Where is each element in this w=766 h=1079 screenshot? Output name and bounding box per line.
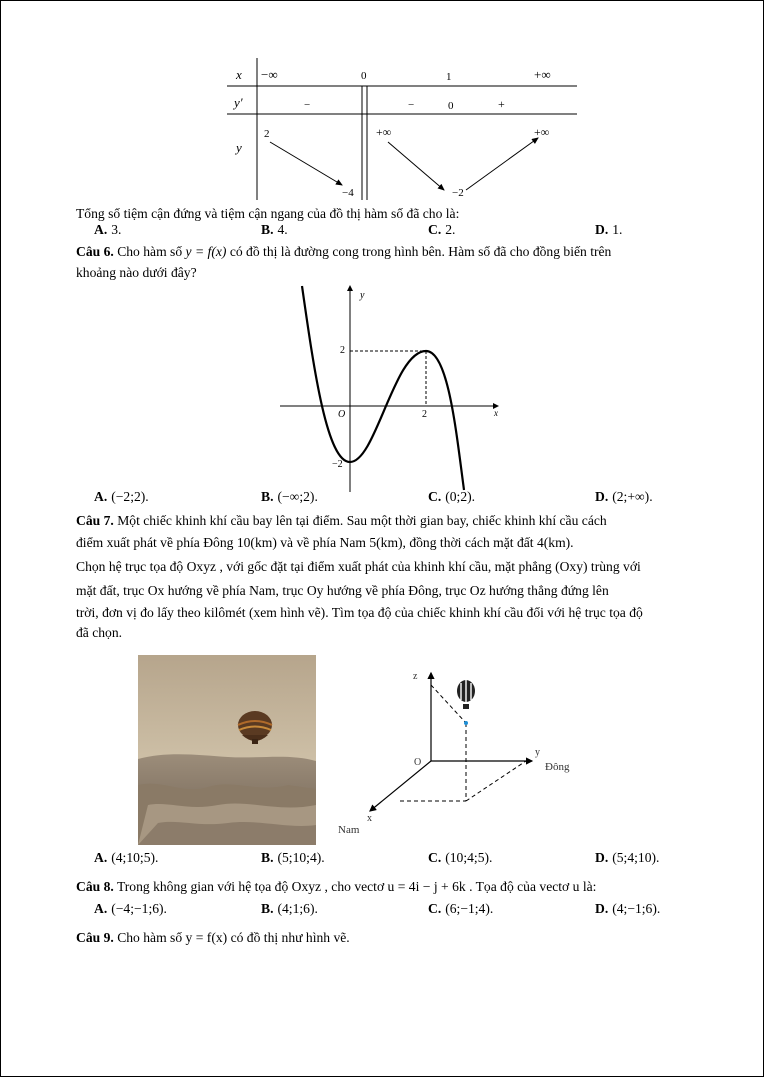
x-value: +∞ xyxy=(534,67,551,82)
q6-option-b: B. (−∞;2). xyxy=(261,489,318,504)
q9-line: Câu 9. Cho hàm số y = f(x) có đồ thị như hình vẽ. xyxy=(76,930,350,945)
q7-number: Câu 7. xyxy=(76,513,114,528)
q5-option-c: C. 2. xyxy=(428,222,456,237)
function-curve xyxy=(302,286,464,490)
q7-option-c: C. (10;4;5). xyxy=(428,850,493,865)
yp-sign: − xyxy=(304,99,311,111)
yp-row-label: y′ xyxy=(234,95,243,110)
x-label: x xyxy=(367,813,372,824)
balloon-icon xyxy=(457,680,475,709)
q6-option-a: A. (−2;2). xyxy=(94,489,149,504)
o-label: O xyxy=(414,757,422,768)
q5-option-a: A. 3. xyxy=(94,222,122,237)
q8-option-b: B. (4;1;6). xyxy=(261,901,318,916)
x-value: −∞ xyxy=(261,67,278,82)
q6-line2: khoảng nào dưới đây? xyxy=(76,265,197,280)
y-label: y xyxy=(535,747,540,758)
x-row-label: x xyxy=(236,67,242,82)
y-row-label: y xyxy=(236,140,242,155)
q6-number: Câu 6. xyxy=(76,244,114,259)
q8-line: Câu 8. Trong không gian với hệ tọa độ Oxyz , cho vectơ u = 4i − j + 6k . Tọa độ của vectơ u là: xyxy=(76,879,597,894)
q7-option-d: D. (5;4;10). xyxy=(595,850,660,865)
y-value: −4 xyxy=(342,187,354,199)
q8-option-d: D. (4;−1;6). xyxy=(595,901,661,916)
q5-option-b: B. 4. xyxy=(261,222,288,237)
q6-line1: Câu 6. Cho hàm số y = f(x) có đồ thị là đường cong trong hình bên. Hàm số đã cho đồng biến trên xyxy=(76,244,612,259)
east-label: Đông xyxy=(545,761,570,773)
q6-option-d: D. (2;+∞). xyxy=(595,489,653,504)
q8-option-a: A. (−4;−1;6). xyxy=(94,901,167,916)
y-value: −2 xyxy=(452,187,464,199)
yp-sign: − xyxy=(408,99,415,111)
q7-axis-diagram xyxy=(330,665,592,843)
origin-label: O xyxy=(338,409,346,420)
q7-line2: điểm xuất phát về phía Đông 10(km) và về phía Nam 5(km), đồng thời cách mặt đất 4(km). xyxy=(76,535,574,550)
x-value: 0 xyxy=(361,70,367,82)
y-axis-label: y xyxy=(360,290,365,301)
q6-function-graph xyxy=(272,280,512,492)
q7-line3: Chọn hệ trục tọa độ Oxyz , với gốc đặt tại điểm xuất phát của khinh khí cầu, mặt phẳng (Oxy) trùng với xyxy=(76,559,641,574)
q8-option-c: C. (6;−1;4). xyxy=(428,901,494,916)
south-label: Nam xyxy=(338,824,360,836)
x-axis-label: x xyxy=(494,408,498,418)
q9-number: Câu 9. xyxy=(76,930,114,945)
tick-y-minus-2: −2 xyxy=(332,459,343,470)
x-axis-3d xyxy=(370,761,431,811)
q6-formula: y = f(x) xyxy=(185,244,227,259)
tick-x-2: 2 xyxy=(422,409,427,420)
tick-y-2: 2 xyxy=(340,345,345,356)
hot-air-balloon-photo xyxy=(138,655,316,845)
yp-sign: + xyxy=(498,97,505,111)
q7-option-b: B. (5;10;4). xyxy=(261,850,325,865)
q5-option-d: D. 1. xyxy=(595,222,623,237)
q7-line5: trời, đơn vị đo lấy theo kilômét (xem hình vẽ). Tìm tọa độ của chiếc khinh khí cầu đối với hệ trục tọa độ xyxy=(76,605,643,620)
z-label: z xyxy=(413,671,418,682)
decrease-arrow xyxy=(270,142,342,185)
q5-text: Tổng số tiệm cận đứng và tiệm cận ngang của đồ thị hàm số đã cho là: xyxy=(76,206,460,221)
yp-sign: 0 xyxy=(448,100,454,112)
q7-line4: mặt đất, trục Ox hướng về phía Nam, trục Oy hướng về phía Đông, trục Oz hướng thẳng đứng lên xyxy=(76,583,609,598)
y-value: +∞ xyxy=(376,125,392,139)
y-value: 2 xyxy=(264,128,270,140)
x-value: 1 xyxy=(446,71,452,83)
increase-arrow xyxy=(466,138,538,190)
y-value: +∞ xyxy=(534,125,550,139)
q7-line6: đã chọn. xyxy=(76,625,123,640)
variation-table xyxy=(222,58,578,200)
decrease-arrow xyxy=(388,142,444,190)
q7-option-a: A. (4;10;5). xyxy=(94,850,159,865)
q8-number: Câu 8. xyxy=(76,879,114,894)
q6-option-c: C. (0;2). xyxy=(428,489,476,504)
q7-line1: Câu 7. Một chiếc khinh khí cầu bay lên tại điểm. Sau một thời gian bay, chiếc khinh khí cầu cách xyxy=(76,513,607,528)
